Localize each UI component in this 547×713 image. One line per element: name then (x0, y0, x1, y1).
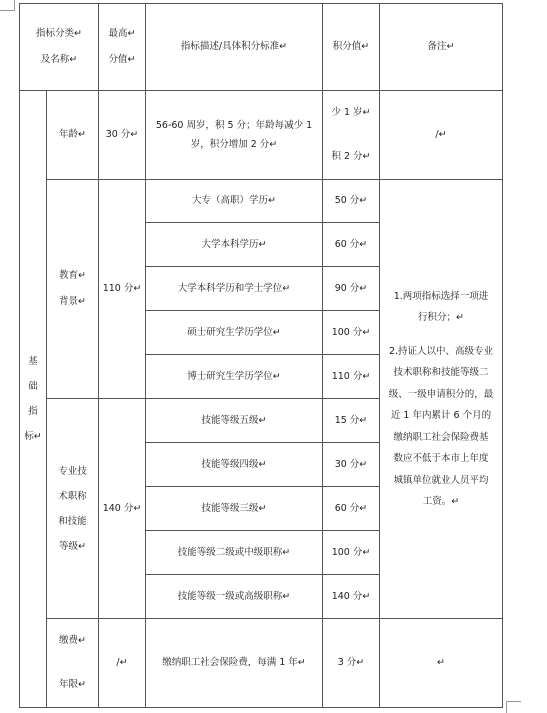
skill-name-line: 等级↵ (59, 540, 86, 552)
remark-paragraph-gap (385, 329, 497, 341)
header-category-line2: 及名称↵ (40, 54, 78, 65)
education-name-line2: 背景↵ (59, 296, 86, 307)
insurance-max: /↵ (99, 619, 146, 708)
education-max: 110 分↵ (99, 180, 146, 399)
skill-name-line: 和技能 (58, 515, 87, 527)
skill-points: 60 分↵ (323, 487, 380, 531)
education-points: 100 分↵ (323, 311, 380, 355)
skill-points: 30 分↵ (323, 443, 380, 487)
age-points (323, 91, 380, 180)
education-name-line1: 教育↵ (59, 270, 86, 281)
group-label-char: 基 (28, 356, 38, 367)
remark-p2-line: 2.持证人以中、高级专业 (388, 345, 494, 357)
education-points: 110 分↵ (323, 355, 380, 399)
education-desc: 博士研究生学历学位↵ (146, 355, 323, 399)
shared-remark (380, 180, 503, 619)
remark-p2-line: 缴纳职工社会保险费基 (393, 431, 489, 443)
skill-desc: 技能等级二级或中级职称↵ (146, 531, 323, 575)
insurance-name-line1: 缴费↵ (59, 635, 86, 646)
header-max-score (99, 4, 146, 91)
header-category-line1: 指标分类↵ (36, 28, 82, 39)
group-label-char: 指 (28, 406, 38, 417)
skill-desc: 技能等级四级↵ (146, 443, 323, 487)
insurance-remark: ↵ (380, 619, 503, 708)
education-desc: 大学本科学历和学士学位↵ (146, 267, 323, 311)
education-points: 50 分↵ (323, 180, 380, 223)
header-max-line2: 分值↵ (108, 54, 136, 65)
header-max-line1: 最高↵ (108, 28, 136, 39)
education-points: 90 分↵ (323, 267, 380, 311)
age-name: 年龄↵ (47, 91, 99, 180)
skill-name-line: 专业技 (58, 465, 87, 477)
table-row-insurance (20, 619, 503, 708)
insurance-description: 缴纳职工社会保险费，每满 1 年↵ (146, 619, 323, 708)
header-category (20, 4, 99, 91)
remark-p2-line: 城镇单位就业人员平均 (393, 474, 489, 486)
table-row-education (20, 180, 503, 223)
remark-p2-line: 级、一级申请积分的，最 (388, 388, 494, 400)
age-desc-line1: 56-60 周岁，积 5 分；年龄每减少 1 (155, 120, 313, 131)
remark-p2-line: 近 1 年内累计 6 个月的 (390, 410, 492, 421)
skill-points: 100 分↵ (323, 531, 380, 575)
age-desc-line2: 岁，积分增加 2 分↵ (190, 139, 278, 150)
remark-p1-line: 行积分；↵ (418, 312, 464, 323)
insurance-name-line2: 年限↵ (59, 679, 86, 690)
skill-desc: 技能等级五级↵ (146, 399, 323, 443)
age-max: 30 分↵ (99, 91, 146, 180)
header-description: 指标描述/具体积分标准↵ (146, 4, 323, 91)
age-points-line2: 积 2 分↵ (331, 151, 371, 162)
remark-p2-line: 技术职称和技能等级二 (393, 367, 489, 378)
group-label-basic-indicators (20, 91, 47, 708)
age-remark: /↵ (380, 91, 503, 180)
skill-name-line: 术职称 (58, 490, 87, 502)
age-points-line1: 少 1 岁↵ (331, 107, 371, 118)
group-label-char: 标↵ (24, 431, 42, 442)
education-desc: 大学本科学历↵ (146, 223, 323, 267)
table-row-age (20, 91, 503, 180)
insurance-name (47, 619, 99, 708)
remark-p2-line: 数应不低于本市上年度 (393, 453, 489, 464)
skill-name (47, 399, 99, 619)
skill-desc: 技能等级三级↵ (146, 487, 323, 531)
remark-p1-line: 1.两项指标选择一项进 (393, 290, 489, 302)
group-label-char: 础 (28, 381, 38, 392)
remark-p2-line: 工资。↵ (422, 496, 460, 507)
skill-points: 15 分↵ (323, 399, 380, 443)
header-row (20, 4, 503, 91)
education-name (47, 180, 99, 399)
scoring-table (19, 3, 503, 708)
corner-crop-mark (0, 0, 15, 11)
education-desc: 大专（高职）学历↵ (146, 180, 323, 223)
age-description (146, 91, 323, 180)
insurance-points: 3 分↵ (323, 619, 380, 708)
education-desc: 硕士研究生学历学位↵ (146, 311, 323, 355)
skill-points: 140 分↵ (323, 575, 380, 619)
skill-max: 140 分↵ (99, 399, 146, 619)
skill-desc: 技能等级一级或高级职称↵ (146, 575, 323, 619)
header-points: 积分值↵ (323, 4, 380, 91)
education-points: 60 分↵ (323, 223, 380, 267)
header-remark: 备注↵ (380, 4, 503, 91)
corner-crop-mark-bottom (506, 701, 521, 713)
